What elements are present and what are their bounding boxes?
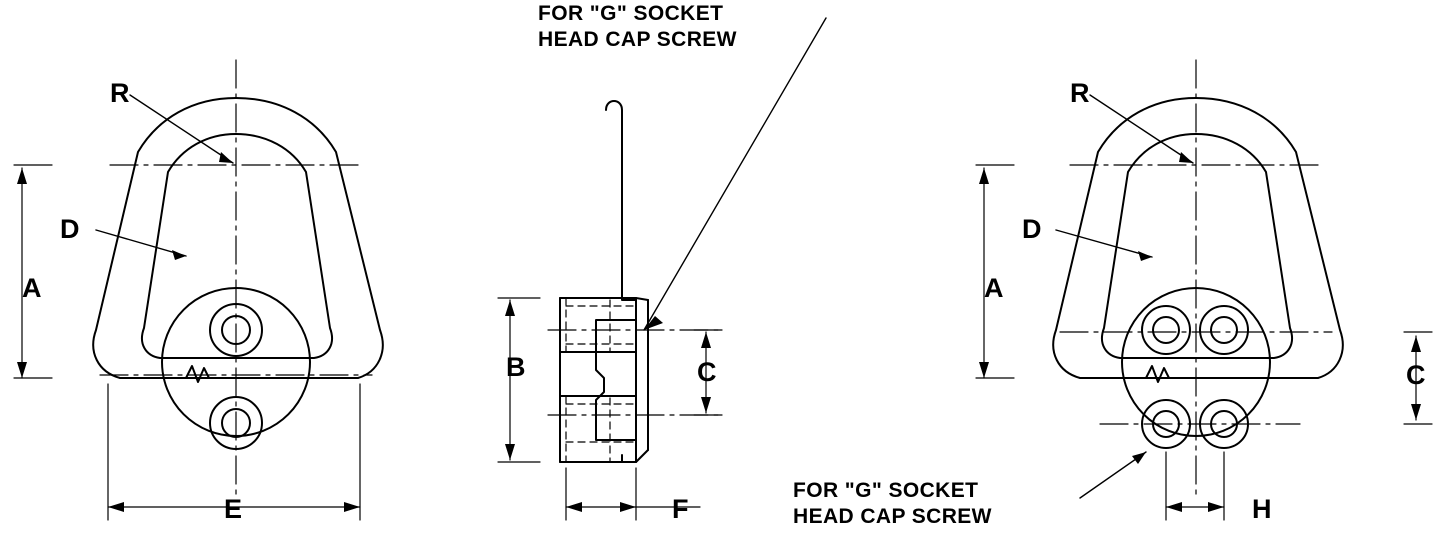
note-top-line1: FOR "G" SOCKET (538, 2, 724, 25)
dimension-label-C-center: C (697, 357, 717, 387)
centerline-horizontal-center (548, 330, 720, 415)
dimension-label-F-center: F (672, 494, 689, 524)
note-top-line2: HEAD CAP SCREW (538, 28, 737, 51)
dimension-label-A-right: A (984, 273, 1004, 303)
dimension-A-left (14, 165, 52, 378)
front-view-four-hole (976, 60, 1432, 520)
front-view-two-hole (14, 60, 383, 520)
hidden-lines-side (566, 298, 636, 462)
dimension-label-E-left: E (224, 494, 243, 524)
dimension-label-D-left: D (60, 214, 80, 244)
note-bottom-line2: HEAD CAP SCREW (793, 505, 992, 528)
dimension-label-B-center: B (506, 352, 526, 382)
dimension-label-C-right: C (1406, 360, 1426, 390)
leader-D-left (96, 230, 186, 260)
dimension-label-H-right: H (1252, 494, 1272, 524)
side-view (498, 18, 826, 520)
leader-note-bottom (1080, 452, 1146, 498)
leader-R-left (130, 95, 233, 163)
dimension-label-R-left: R (110, 78, 130, 108)
dimension-label-D-right: D (1022, 214, 1042, 244)
leader-R-right (1090, 95, 1193, 163)
dimension-label-A-left: A (22, 273, 42, 303)
leader-D-right (1056, 230, 1152, 261)
note-bottom-line1: FOR "G" SOCKET (793, 479, 979, 502)
dimension-label-R-right: R (1070, 78, 1090, 108)
dimension-H-right (1166, 452, 1224, 520)
dimension-A-right (976, 165, 1014, 378)
leader-note-top (644, 18, 826, 330)
